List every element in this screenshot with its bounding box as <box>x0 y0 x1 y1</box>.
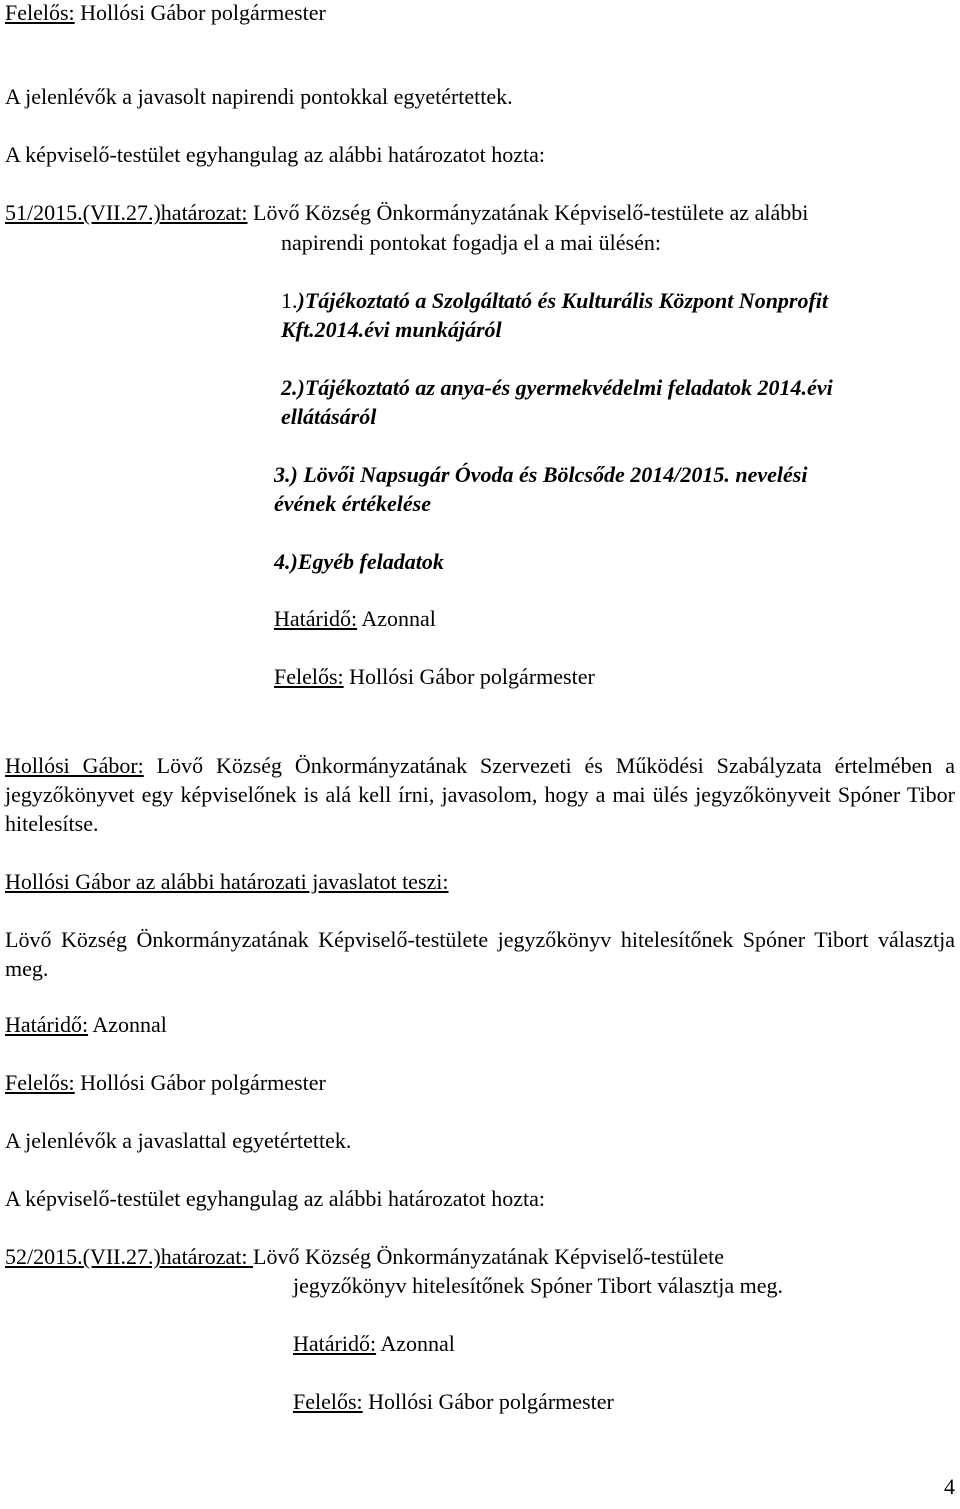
agree-line: A jelenlévők a javasolt napirendi pontokkal egyetértettek. <box>5 84 513 109</box>
resolution-text: Lövő Község Önkormányzatának Képviselő-testülete az alábbi <box>247 200 809 225</box>
agree-line-2: A jelenlévők a javaslattal egyetértettek. <box>5 1128 352 1153</box>
resolution-52-line2: jegyzőkönyv hitelesítőnek Spóner Tibort választja meg. <box>293 1273 784 1298</box>
agenda-item-1-line2: Kft.2014.évi munkájáról <box>281 317 502 342</box>
resolution-number: 51/2015.(VII.27.)határozat: <box>5 200 248 225</box>
top-felelos-line <box>5 0 326 26</box>
felelos-value: Hollósi Gábor polgármester <box>74 0 326 25</box>
resolution-51-heading <box>5 200 808 226</box>
agenda-item-1-num: 1. <box>281 288 298 313</box>
agenda-item-3-line2: évének értékelése <box>274 491 431 516</box>
proposal-felelos-line <box>5 1070 326 1096</box>
speaker-text: Lövő Község Önkormányzatának Szervezeti és Működési Szabályzata értelmében a jegyzőkönyvet egy képviselőnek is alá kell írni, javasolom, hogy a mai ülés jegyzőkönyveit Spóner Tibor hitelesítse. <box>5 753 955 836</box>
felelos-value: Hollósi Gábor polgármester <box>74 1070 326 1095</box>
resolution-proposal-text: Lövő Község Önkormányzatának Képviselő-testülete jegyzőkönyv hitelesítőnek Spóner Tibort választja meg. <box>5 927 955 981</box>
hatarido-value: Azonnal <box>88 1012 167 1037</box>
resolution-proposal-intro: Hollósi Gábor az alábbi határozati javaslatot teszi: <box>5 869 449 894</box>
agenda-item-1-text: )Tájékoztató a Szolgáltató és Kulturális Központ Nonprofit <box>297 288 829 313</box>
felelos-value: Hollósi Gábor polgármester <box>362 1389 614 1414</box>
res52-hatarido-line <box>293 1331 455 1357</box>
hatarido-label: Határidő: <box>274 606 358 631</box>
resolution-52-heading <box>5 1244 724 1270</box>
vote-line: A képviselő-testület egyhangulag az alábbi határozatot hozta: <box>5 142 546 167</box>
proposal-hatarido-line <box>5 1012 167 1038</box>
felelos-label: Felelős: <box>5 1070 75 1095</box>
resolution-text: Lövő Község Önkormányzatának Képviselő-testülete <box>253 1244 725 1269</box>
agenda-item-4: 4.)Egyéb feladatok <box>274 549 444 574</box>
agenda-item-3: 3.) Lövői Napsugár Óvoda és Bölcsőde 2014/2015. nevelési <box>274 462 808 487</box>
hatarido-label: Határidő: <box>293 1331 377 1356</box>
res51-hatarido-line <box>274 606 436 632</box>
speaker-paragraph <box>5 751 955 838</box>
resolution-number: 52/2015.(VII.27.)határozat: <box>5 1244 254 1269</box>
hatarido-value: Azonnal <box>376 1331 455 1356</box>
resolution-text-line2: napirendi pontokat fogadja el a mai ülésén: <box>281 230 661 255</box>
felelos-value: Hollósi Gábor polgármester <box>343 664 595 689</box>
hatarido-value: Azonnal <box>357 606 436 631</box>
page-number: 4 <box>944 1474 955 1499</box>
agenda-item-2: 2.)Tájékoztató az anya-és gyermekvédelmi feladatok 2014.évi <box>281 375 833 400</box>
felelos-label: Felelős: <box>274 664 344 689</box>
speaker-name: Hollósi Gábor: <box>5 753 144 778</box>
vote-line-2: A képviselő-testület egyhangulag az alábbi határozatot hozta: <box>5 1186 546 1211</box>
res51-felelos-line <box>274 664 595 690</box>
felelos-label: Felelős: <box>293 1389 363 1414</box>
felelos-label: Felelős: <box>5 0 75 25</box>
hatarido-label: Határidő: <box>5 1012 89 1037</box>
agenda-item-2-line2: ellátásáról <box>281 404 377 429</box>
res52-felelos-line <box>293 1389 614 1415</box>
agenda-item-1 <box>281 288 828 314</box>
